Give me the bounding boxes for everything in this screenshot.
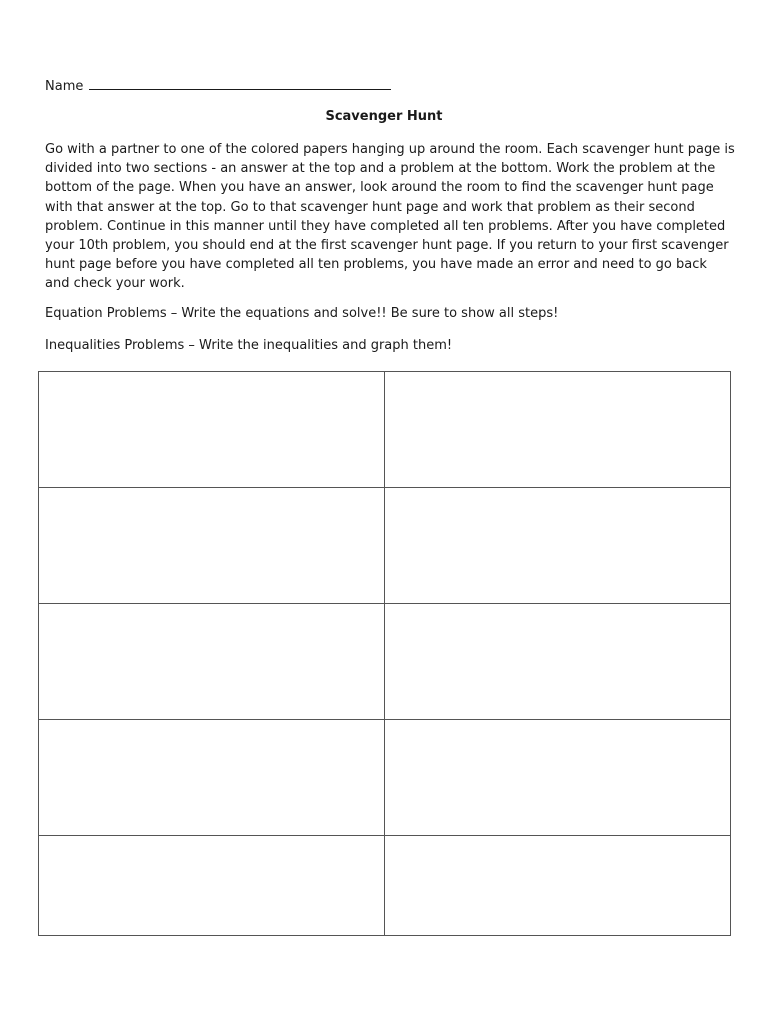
- answer-cell[interactable]: [385, 372, 730, 488]
- answer-cell[interactable]: [385, 720, 730, 836]
- answer-cell[interactable]: [385, 488, 730, 604]
- answer-cell[interactable]: [39, 836, 385, 935]
- inequality-problems-note: Inequalities Problems – Write the inequalities and graph them!: [45, 338, 453, 353]
- answer-cell[interactable]: [385, 836, 730, 935]
- page-title: Scavenger Hunt: [325, 109, 443, 124]
- answer-cell[interactable]: [39, 372, 385, 488]
- answer-grid: [38, 371, 731, 936]
- equation-problems-note: Equation Problems – Write the equations and solve!! Be sure to show all steps!: [45, 306, 559, 321]
- name-blank-line[interactable]: [89, 77, 391, 90]
- instructions-paragraph: Go with a partner to one of the colored papers hanging up around the room. Each scavenger hunt page is divided into two sections - an answer at the top and a problem at the bottom. Work the problem at the bottom of the page. When you have an answer, look around the room to find the scavenger hunt page with that answer at the top. Go to that scavenger hunt page and work that problem as their second problem. Continue in this manner until they have completed all ten problems. After you have completed your 10th problem, you should end at the first scavenger hunt page. If you return to your first scavenger hunt page before you have completed all ten problems, you have made an error and need to go back and check your work.: [45, 142, 735, 292]
- name-field: [45, 77, 391, 96]
- answer-cell[interactable]: [39, 720, 385, 836]
- answer-cell[interactable]: [385, 604, 730, 720]
- answer-cell[interactable]: [39, 488, 385, 604]
- answer-cell[interactable]: [39, 604, 385, 720]
- name-label: Name: [45, 79, 84, 94]
